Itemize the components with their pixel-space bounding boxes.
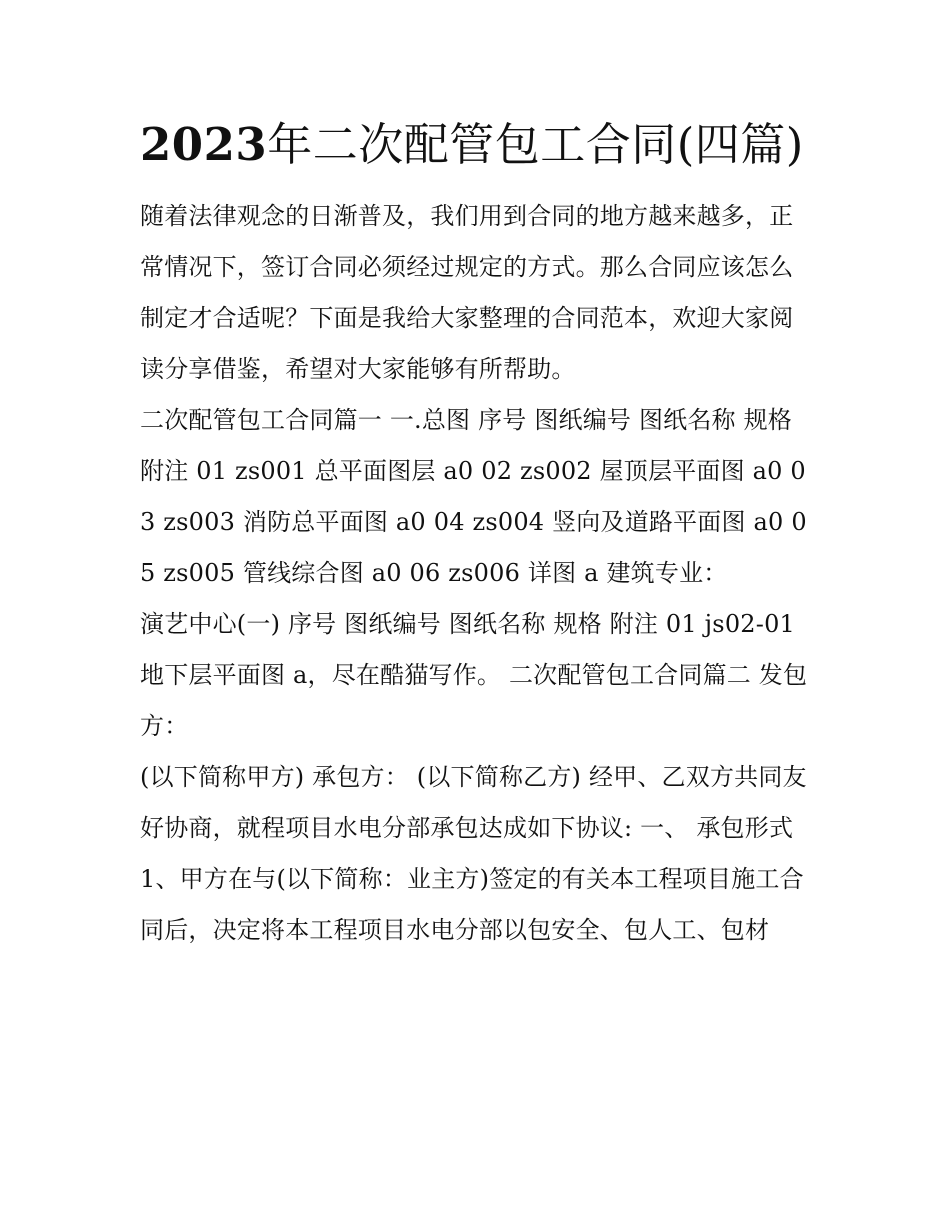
paragraph-contract-one: 二次配管包工合同篇一 一.总图 序号 图纸编号 图纸名称 规格 附注 01 zs001 总平面图层 a0 02 zs002 屋顶层平面图 a0 03 zs003 消防总平面图 a0 04 zs004 竖向及道路平面图 a0 05 zs005 管线综合图 a0 06 zs006 详图 a 建筑专业： <box>140 406 807 587</box>
document-page <box>140 112 812 956</box>
paragraph-performance-center: 演艺中心(一) 序号 图纸编号 图纸名称 规格 附注 01 js02-01 地下层平面图 a，尽在酷猫写作。 二次配管包工合同篇二 发包方： <box>140 610 808 740</box>
title-year: 2023 <box>140 118 268 171</box>
paragraph-intro: 随着法律观念的日渐普及，我们用到合同的地方越来越多，正常情况下，签订合同必须经过规定的方式。那么合同应该怎么制定才合适呢？下面是我给大家整理的合同范本，欢迎大家阅读分享借鉴，希望对大家能够有所帮助。 <box>140 202 794 383</box>
document-title: 2023年二次配管包工合同(四篇) <box>140 118 804 171</box>
paragraph-parties: (以下简称甲方) 承包方： (以下简称乙方) 经甲、乙双方共同友好协商，就程项目水电分部承包达成如下协议: 一、 承包形式 <box>140 763 807 842</box>
paragraph-clause-one: 1、甲方在与(以下简称：业主方)签定的有关本工程项目施工合同后，决定将本工程项目水电分部以包安全、包人工、包材 <box>140 865 804 944</box>
